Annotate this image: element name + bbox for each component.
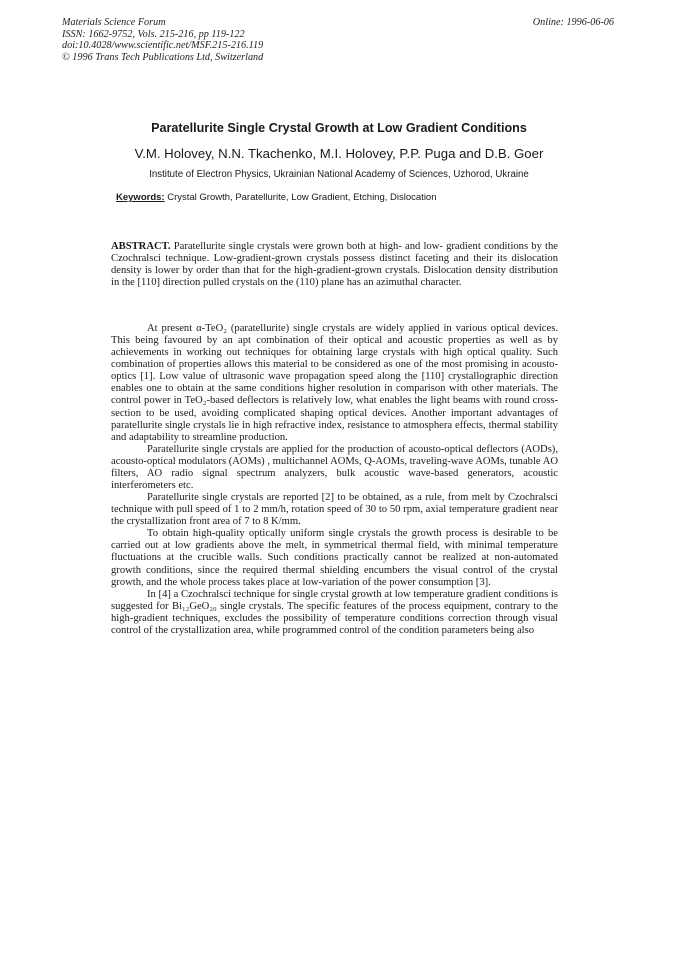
keywords-line: [116, 192, 437, 203]
paper-title: Paratellurite Single Crystal Growth at Low Gradient Conditions: [151, 121, 527, 135]
online-date: Online: 1996-06-06: [532, 17, 614, 28]
body-paragraph: Paratellurite single crystals are reported [2] to be obtained, as a rule, from melt by Czochralsci technique with pull speed of 1 to 2 mm/h, rotation speed of 30 to 50 rpm, axial temperature gradient near the crystallization front area of 7 to 8 K/mm.: [111, 492, 558, 528]
body-paragraph: To obtain high-quality optically uniform single crystals the growth process is desirable to be carried out at low gradients above the melt, in symmetrical thermal field, with minimal temperature fluctuations at the crucible walls. Such conditions practically cannot be realized at non-automated growth conditions, since the required thermal shielding encumbers the visual control of the crystal growth, and the whole process takes place at low-variation of the power consumption [3].: [111, 528, 558, 588]
keywords-label: Keywords:: [116, 192, 165, 203]
keywords-text: Crystal Growth, Paratellurite, Low Gradient, Etching, Dislocation: [167, 192, 437, 203]
journal-name: Materials Science Forum: [62, 17, 166, 28]
copyright-line: © 1996 Trans Tech Publications Ltd, Switzerland: [62, 51, 264, 63]
affiliation: Institute of Electron Physics, Ukrainian National Academy of Sciences, Uzhorod, Ukraine: [149, 169, 529, 180]
body-text: [111, 323, 558, 637]
abstract: [111, 241, 558, 289]
body-paragraph: In [4] a Czochralsci technique for single crystal growth at low temperature gradient conditions is suggested for Bi₁₂GeO₂₀ single crystals. The specific features of the process equipment, contrary to the high-gradient techniques, excludes the possibility of temperature conditions correction through visual control of the crystallization area, while programmed control of the condition parameters being also: [111, 588, 558, 636]
abstract-label: ABSTRACT.: [111, 241, 171, 252]
abstract-text: Paratellurite single crystals were grown both at high- and low- gradient conditions by the Czochralsci technique. Low-gradient-grown crystals possess distinct faceting and their its dislocation density is lower by order than that for the high-gradient-grown crystals. Dislocation density distribution in the [110] direction pulled crystals on the (110) plane has an azimuthal character.: [111, 241, 558, 289]
body-paragraph: At present α-TeO₂ (paratellurite) single crystals are widely applied in various optical devices. This being favoured by an apt combination of their optical and acoustic properties as well as by achievements in working out techniques for obtaining large crystals with high optical quality. Such combination of properties allows this material to be considered as one of the most promising in acousto-optics [1]. Low value of ultrasonic wave propagation speed along the [110] crystallographic direction enables one to obtain at the same conditions higher resolution in comparison with other materials. The control power in TeO₂-based deflectors is relatively low, what enables the light beams with round cross-section to be used, avoiding complicated shaping optical devices. Another important advantages of paratellurite single crystals lie in high refractive index, resistance to atmosphera effects, thermal stability and adaptability to streamline production.: [111, 323, 558, 443]
journal-header: [62, 17, 263, 63]
doi-line[interactable]: doi:10.4028/www.scientific.net/MSF.215-216.119: [62, 40, 264, 52]
body-paragraph: Paratellurite single crystals are applied for the production of acousto-optical deflectors (AODs), acousto-optical modulators (AOMs) , multichannel AOMs, Q-AOMs, traveling-wave AOMs, tunable AO filters, AO radio signal spectrum analyzers, bulk acoustic wave-based generators, acoustic interferometers etc.: [111, 443, 558, 492]
author-list: V.M. Holovey, N.N. Tkachenko, M.I. Holovey, P.P. Puga and D.B. Goer: [134, 146, 544, 161]
issn-line: ISSN: 1662-9752, Vols. 215-216, pp 119-122: [62, 28, 245, 40]
